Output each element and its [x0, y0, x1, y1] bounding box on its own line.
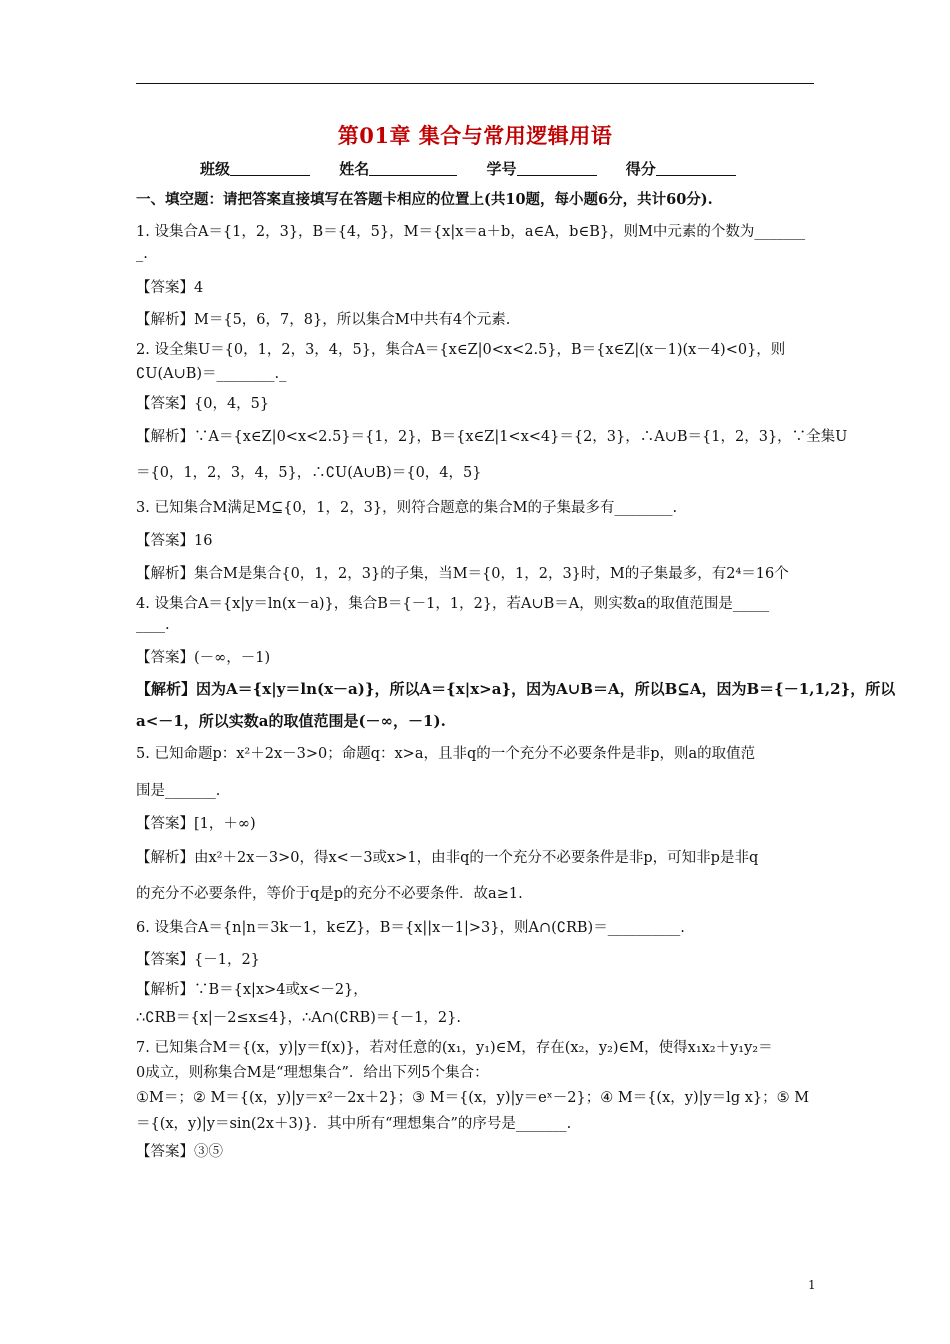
section-heading: 一、填空题：请把答案直接填写在答题卡相应的位置上(共10题，每小题6分，共计60分). — [136, 191, 713, 208]
text-line: ____. — [136, 617, 170, 633]
text-line: 0成立，则称集合M是“理想集合”．给出下列5个集合： — [136, 1065, 489, 1081]
text-line: 4. 设集合A＝{x|y＝ln(x－a)}，集合B＝{－1，1，2}，若A∪B＝A，则实数a的取值范围是_____ — [136, 596, 770, 612]
answer-line: 【答案】[1，＋∞) — [136, 816, 256, 832]
text-line: 2. 设全集U＝{0，1，2，3，4，5}，集合A＝{x∈Z|0<x<2.5}，B＝{x∈Z|(x－1)(x－4)<0}，则 — [136, 342, 786, 358]
solution-line: 的充分不必要条件，等价于q是p的充分不必要条件．故a≥1. — [136, 886, 523, 902]
page-number: 1 — [808, 1278, 816, 1292]
solution-line: 【解析】∵B＝{x|x>4或x<－2}， — [136, 982, 368, 998]
student-id-field: 学号 — [487, 158, 597, 179]
solution-line: ＝{0，1，2，3，4，5}，∴∁U(A∪B)＝{0，4，5} — [136, 465, 482, 481]
solution-line: 【解析】∵A＝{x∈Z|0<x<2.5}＝{1，2}，B＝{x∈Z|1<x<4}＝{2，3}，∴A∪B＝{1，2，3}，∵全集U — [136, 429, 848, 445]
answer-line: 【答案】4 — [136, 280, 204, 296]
solution-line: 【解析】因为A＝{x|y＝ln(x－a)}，所以A＝{x|x>a}，因为A∪B＝A，所以B⊆A，因为B＝{－1,1,2}，所以 — [136, 680, 896, 698]
header-rule — [136, 83, 814, 84]
solution-line: 【解析】由x²＋2x－3>0，得x<－3或x>1，由非q的一个充分不必要条件是非p，可知非p是非q — [136, 850, 759, 866]
answer-line: 【答案】16 — [136, 533, 213, 549]
text-line: 围是_______. — [136, 783, 221, 799]
name-field: 姓名 — [339, 158, 457, 179]
answer-line: 【答案】(－∞，－1) — [136, 650, 271, 666]
page-title: 第01章 集合与常用逻辑用语 — [337, 123, 613, 148]
text-line: 5. 已知命题p：x²＋2x－3>0；命题q：x>a，且非q的一个充分不必要条件是非p，则a的取值范 — [136, 746, 756, 762]
solution-line: a<－1，所以实数a的取值范围是(－∞，－1). — [136, 712, 446, 730]
answer-line: 【答案】{－1，2} — [136, 952, 260, 968]
text-line: ＝{(x，y)|y＝sin(2x＋3)}．其中所有“理想集合”的序号是_______. — [136, 1116, 572, 1132]
text-line: ①M＝；② M＝{(x，y)|y＝x²－2x＋2}；③ M＝{(x，y)|y＝eˣ－2}；④ M＝{(x，y)|y＝lg x}；⑤ M — [136, 1090, 810, 1106]
answer-line: 【答案】{0，4，5} — [136, 396, 270, 412]
answer-line: 【答案】③⑤ — [136, 1144, 223, 1160]
solution-line: ∴∁RB＝{x|－2≤x≤4}，∴A∩(∁RB)＝{－1，2}. — [136, 1010, 461, 1026]
text-line: 6. 设集合A＝{n|n＝3k－1，k∈Z}，B＝{x||x－1|>3}，则A∩(∁RB)＝__________. — [136, 920, 685, 936]
text-line: _. — [136, 246, 148, 262]
student-info-row — [200, 158, 760, 179]
solution-line: 【解析】集合M是集合{0，1，2，3}的子集，当M＝{0，1，2，3}时，M的子集最多，有2⁴＝16个 — [136, 566, 789, 582]
class-field: 班级 — [200, 158, 310, 179]
text-line: 7. 已知集合M＝{(x，y)|y＝f(x)}，若对任意的(x₁，y₁)∈M，存在(x₂，y₂)∈M，使得x₁x₂＋y₁y₂＝ — [136, 1040, 773, 1056]
solution-line: 【解析】M＝{5，6，7，8}，所以集合M中共有4个元素. — [136, 312, 511, 328]
text-line: 3. 已知集合M满足M⊆{0，1，2，3}，则符合题意的集合M的子集最多有________. — [136, 500, 678, 516]
text-line: ∁U(A∪B)＝________._ — [136, 366, 287, 382]
text-line: 1. 设集合A＝{1，2，3}，B＝{4，5}，M＝{x|x＝a＋b，a∈A，b∈B}，则M中元素的个数为_______ — [136, 224, 806, 240]
score-field: 得分 — [626, 158, 736, 179]
